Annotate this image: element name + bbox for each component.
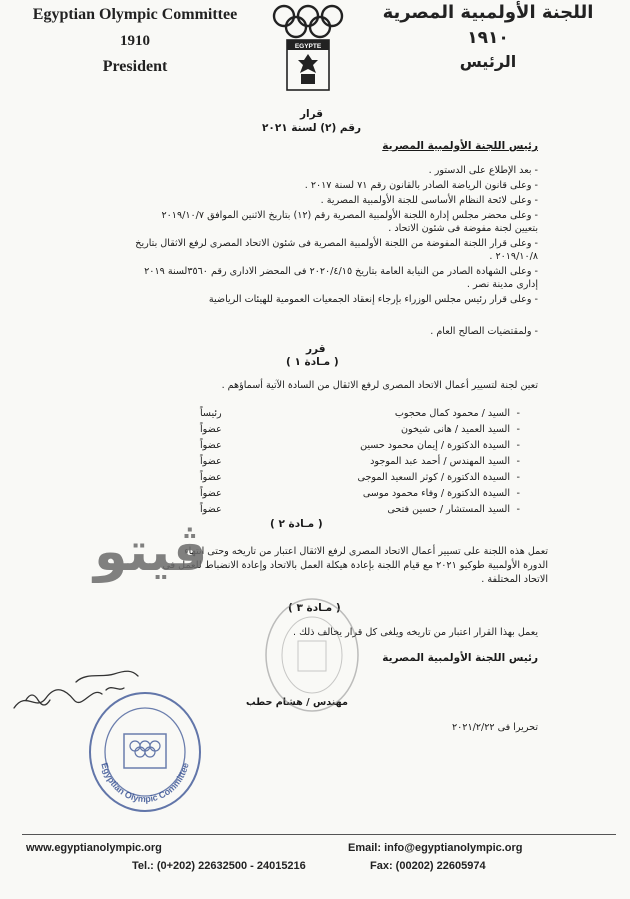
letterhead-english (30, 6, 240, 76)
preamble-line: - وعلى الشهادة الصادر من النيابة العامة بتاريخ ٢٠٢٠/٤/١٥ فى المحضر الادارى رقم ٣٥٦٠لسنة ٢٠١٩ (144, 266, 538, 277)
letterhead-arabic (368, 2, 608, 71)
preamble-line: - وعلى قانون الرياضة الصادر بالقانون رقم ٧١ لسنة ٢٠١٧ . (304, 180, 538, 191)
handwritten-signature-icon (6, 660, 146, 720)
member-name: السيدة الدكتورة / وفاء محمود موسى (362, 488, 510, 499)
preamble-line: - وعلى قرار اللجنة المفوضة من اللجنة الأولمبية المصرية فى شئون الاتحاد المصرى لرفع الاثقال بتاريخ (135, 238, 538, 249)
signatory-title: رئيس اللجنة الأولمبية المصرية (382, 652, 538, 664)
footer-divider (22, 834, 616, 835)
faded-seal-icon (262, 595, 362, 715)
logo-label: EGYPTE (294, 43, 322, 50)
footer-email[interactable]: Email: info@egyptianolympic.org (348, 842, 523, 854)
member-role: عضواً (200, 424, 222, 435)
member-role: عضواً (200, 488, 222, 499)
decree-issuer: رئيس اللجنة الأولمبية المصرية (382, 140, 538, 152)
signatory-name: مهندس / هشام حطب (246, 697, 348, 708)
stamp-text: Egyptian Olympic Committee (99, 761, 191, 805)
member-role: عضواً (200, 440, 222, 451)
article-2-text-line: الاتحاد المختلفة . (481, 574, 548, 585)
preamble-line: - وعلى قرار رئيس مجلس الوزراء بإرجاء إنعقاد الجمعيات العمومية للهيئات الرياضية (208, 294, 538, 305)
article-2-text-line: الدورة الأولمبية طوكيو ٢٠٢١ مع قيام اللجنة بإعادة هيكلة العمل بالاتحاد وإعادة الانضباط للعمل فى (162, 560, 548, 571)
article-3-heading: ( مـادة ٣ ) (288, 602, 341, 614)
preamble-line: بتعيين لجنة مفوضة فى شئون الاتحاد . (388, 223, 538, 234)
title-english: President (102, 58, 168, 75)
member-name: السيدة الدكتورة / إيمان محمود حسين (360, 440, 510, 451)
decree-heading: قرار (300, 108, 324, 120)
article-3-text: يعمل بهذا القرار اعتبار من تاريخه ويلغى كل قرار يخالف ذلك . (293, 627, 538, 638)
vito-watermark: ڤيتو (94, 520, 208, 583)
org-name-english: Egyptian Olympic Committee (32, 6, 238, 23)
article-2-text-line: تعمل هذه اللجنة على تسيير أعمال الاتحاد المصرى لرفع الاثقال اعتبار من تاريخه وحتى انتهاء (184, 546, 548, 557)
member-name: السيد / محمود كمال محجوب (394, 408, 510, 419)
footer-telephone: Tel.: (0+202) 22632500 - 24015216 (132, 860, 306, 872)
member-role: عضواً (200, 504, 222, 515)
founding-year-english: 1910 (120, 33, 150, 49)
member-role: عضواً (200, 472, 222, 483)
preamble-line: - وعلى محضر مجلس إدارة اللجنة الأولمبية المصرية رقم (١٢) بتاريخ الاثنين الموافق ٢٠١٩/١٠/٧ (161, 210, 538, 221)
article-1-text: تعين لجنة لتسيير أعمال الاتحاد المصرى لرفع الاثقال من السادة الآتية أسماؤهم . (221, 380, 538, 391)
public-interest-line: - ولمقتضيات الصالح العام . (430, 326, 538, 337)
decided-heading: قرر (306, 343, 326, 355)
preamble-line: - بعد الإطلاع على الدستور . (428, 165, 538, 176)
footer-fax: Fax: (00202) 22605974 (370, 860, 486, 872)
member-name: السيد المهندس / أحمد عبد الموجود (370, 456, 510, 467)
decree-date: تحريرا فى ٢٠٢١/٢/٢٢ (451, 722, 538, 733)
footer-website[interactable]: www.egyptianolympic.org (26, 842, 162, 854)
member-role: رئيساً (200, 408, 222, 419)
title-arabic: الرئيس (459, 52, 517, 71)
founding-year-arabic: ١٩١٠ (467, 28, 509, 48)
decree-number: رقم (٢) لسنة ٢٠٢١ (262, 122, 362, 134)
article-2-heading: ( مـادة ٢ ) (270, 518, 323, 530)
article-1-heading: ( مـادة ١ ) (286, 356, 339, 368)
member-name: السيد المستشار / حسين فتحى (387, 504, 510, 515)
preamble-line: إدارى مدينة نصر . (466, 279, 538, 290)
preamble-line: ٢٠١٩/١٠/٨ . (489, 251, 538, 262)
member-role: عضواً (200, 456, 222, 467)
member-name: السيد العميد / هانى شيخون (401, 424, 510, 435)
member-name: السيدة الدكتورة / كوثر السعيد الموجى (357, 472, 510, 483)
olympic-rings-logo-icon (268, 2, 348, 94)
decree-document: Egyptian Olympic Committee 1910 President EGYPTE اللجنة الأولمبية المصرية ١٩١٠ الرئيس قرار رقم (٢) لسنة ٢٠٢١ رئيس اللجنة الأولمبية المصرية - بعد الإطلاع على الدستور . - وعلى قانون الرياضة الصادر بالقانون رقم ٧١ لسنة ٢٠١٧ . - وعلى لائحة النظام الأساسى للجنة الأولمبية المصرية . - وعلى محضر مجلس إدارة اللجنة الأولمبية المصرية رقم (١٢) بتاريخ الاثنين الموافق ٢٠١٩/١٠/٧ بتعيين لجنة مفوضة فى شئون الاتحاد . - وعلى قرار اللجنة المفوضة من اللجنة الأولمبية المصرية فى شئون الاتحاد المصرى لرفع الاثقال بتاريخ ٢٠١٩/١٠/٨ . - وعلى الشهادة الصادر من النيابة العامة بتاريخ ٢٠٢٠/٤/١٥ فى المحضر الادارى رقم ٣٥٦٠لسنة ٢٠١٩ إدارى مدينة نصر . - وعلى قرار رئيس مجلس الوزراء بإرجاء إنعقاد الجمعيات العمومية للهيئات الرياضية - ولمقتضيات الصالح العام . قرر ( مـادة ١ ) تعين لجنة لتسيير أعمال الاتحاد المصرى لرفع الاثقال من السادة الآتية أسماؤهم . - السيد / محمود كمال محجوب رئيساً - السيد العميد / هانى شيخون عضواً - السيدة الدكتورة / إيمان محمود حسين عضواً - السيد المهندس / أحمد عبد الموجود عضواً - السيدة الدكتورة / كوثر السعيد الموجى عضواً - السيدة الدكتورة / وفاء محمود موسى عضواً - السيد المستشار / حسين فتحى عضواً ( مـادة ٢ ) تعمل هذه اللجنة على تسيير أعمال الاتحاد المصرى لرفع الاثقال اعتبار من تاريخه وحتى انتهاء الدورة الأولمبية طوكيو ٢٠٢١ مع قيام اللجنة بإعادة هيكلة العمل بالاتحاد وإعادة الانضباط للعمل فى الاتحاد المختلفة . ڤيتو ( مـادة ٣ ) يعمل بهذا القرار اعتبار من تاريخه ويلغى كل قرار يخالف ذلك . رئيس اللجنة الأولمبية المصرية مهندس / هشام حطب تحريرا فى ٢٠٢١/٢/٢٢ Egyptian Olympic Committee www.egyptianolympic.org Email: info@egyptianolympic.org Tel.: (0+202) 22632500 - 24015216 Fax: (00202) 22605974 (0, 0, 630, 899)
org-name-arabic: اللجنة الأولمبية المصرية (382, 2, 594, 23)
preamble-line: - وعلى لائحة النظام الأساسى للجنة الأولمبية المصرية . (320, 195, 538, 206)
